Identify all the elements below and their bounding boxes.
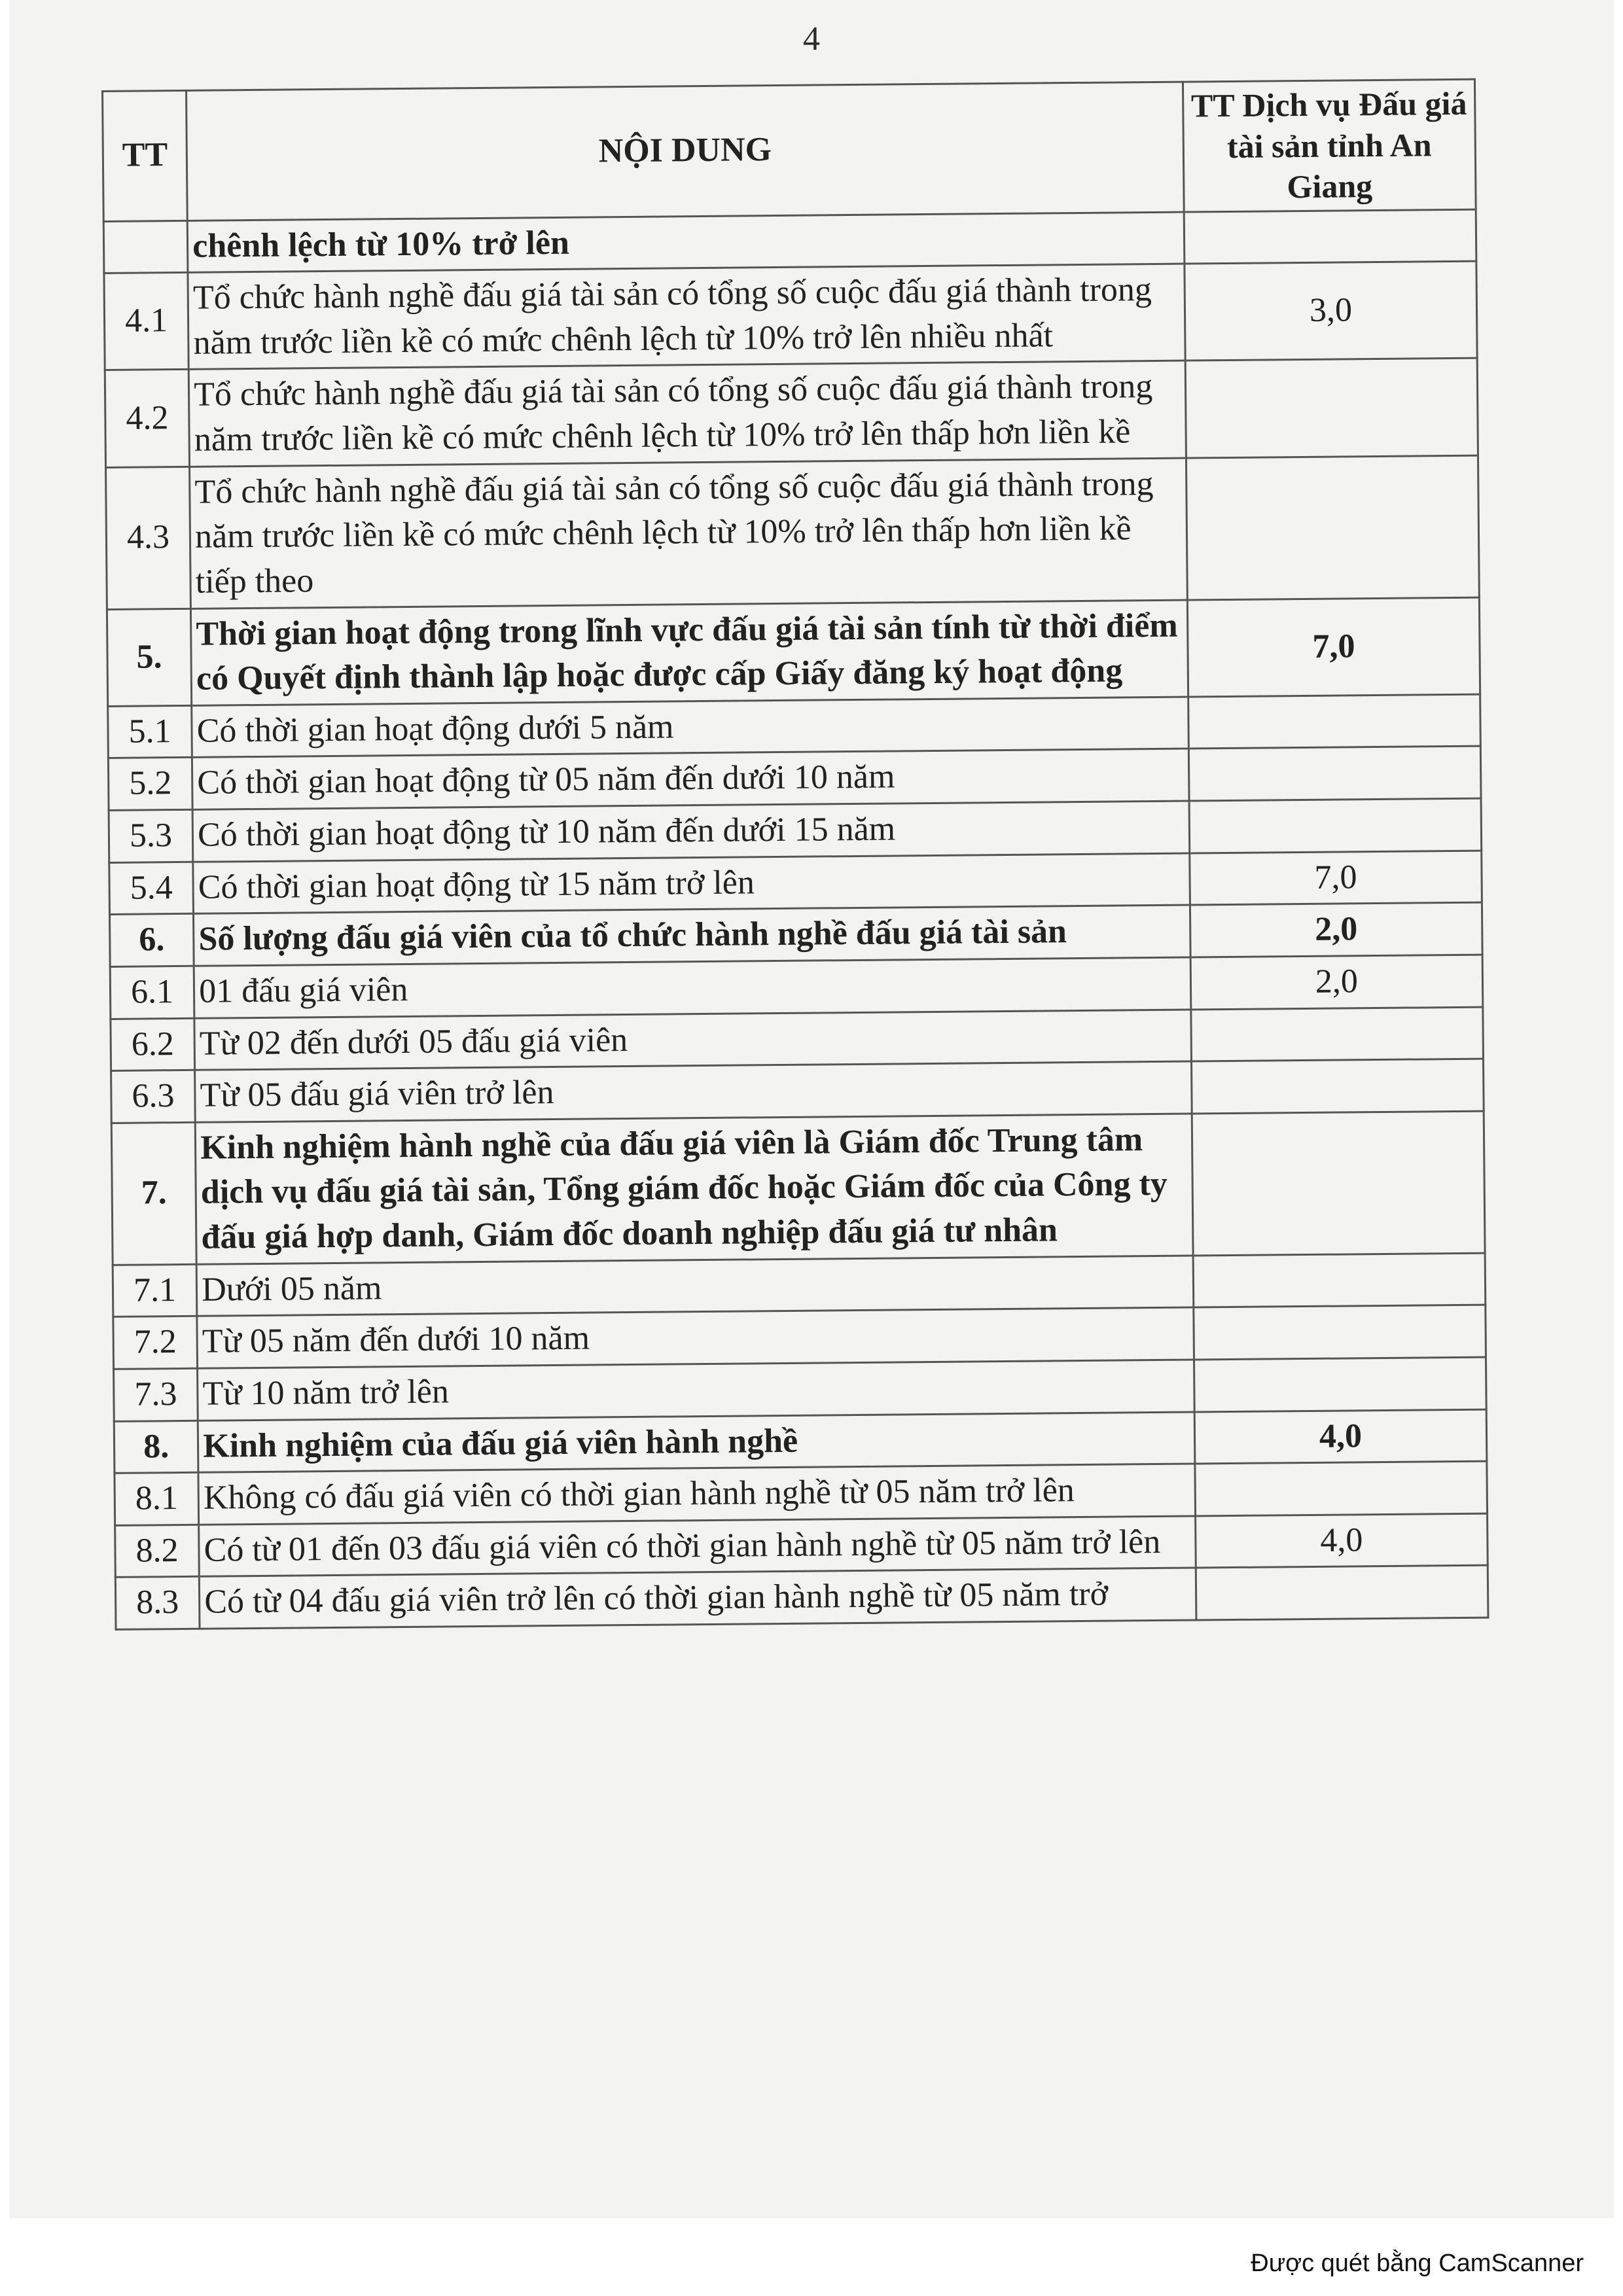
row-content: Từ 02 đến dưới 05 đấu giá viên — [194, 1010, 1191, 1070]
row-value — [1184, 209, 1476, 264]
row-content: 01 đấu giá viên — [194, 957, 1190, 1018]
row-value — [1186, 455, 1479, 600]
row-tt: 7.2 — [113, 1316, 198, 1369]
row-tt: 5. — [107, 609, 191, 706]
row-tt: 8.1 — [115, 1472, 199, 1525]
row-value: 4,0 — [1194, 1409, 1487, 1464]
row-value: 3,0 — [1185, 261, 1477, 361]
row-tt: 4.3 — [106, 467, 191, 609]
header-tt: TT — [103, 90, 188, 221]
scanner-watermark: Được quét bằng CamScanner — [1251, 2250, 1584, 2277]
row-content: Có thời gian hoạt động từ 05 năm đến dưới 10 năm — [192, 749, 1189, 809]
row-value: 2,0 — [1190, 902, 1482, 957]
row-value — [1189, 798, 1482, 853]
row-content: Có thời gian hoạt động từ 15 năm trở lên — [193, 853, 1190, 914]
row-tt: 7.1 — [113, 1264, 197, 1317]
row-tt: 4.2 — [105, 370, 189, 467]
row-value — [1195, 1461, 1488, 1516]
row-tt: 8.3 — [115, 1577, 200, 1630]
row-content: Có từ 04 đấu giá viên trở lên có thời gian hành nghề từ 05 năm trở — [200, 1568, 1196, 1629]
row-content: Từ 05 đấu giá viên trở lên — [195, 1061, 1192, 1122]
row-tt: 6.1 — [110, 966, 194, 1019]
row-content: Có thời gian hoạt động từ 10 năm đến dưới 15 năm — [192, 801, 1189, 862]
row-content: Tổ chức hành nghề đấu giá tài sản có tổng số cuộc đấu giá thành trong năm trước liền kề có mức chênh lệch từ 10% trở lên thấp hơn liền kề tiếp theo — [190, 458, 1188, 609]
row-value — [1196, 1565, 1488, 1620]
table-row — [115, 1565, 1488, 1629]
row-content: Số lượng đấu giá viên của tổ chức hành nghề đấu giá tài sản — [194, 905, 1190, 966]
header-content: NỘI DUNG — [187, 82, 1184, 221]
row-value — [1193, 1253, 1486, 1308]
row-tt: 7. — [111, 1122, 196, 1265]
row-value — [1191, 1059, 1484, 1114]
table-row — [105, 359, 1478, 468]
criteria-table — [101, 79, 1489, 1631]
row-content: Có từ 01 đến 03 đấu giá viên có thời gian hành nghề từ 05 năm trở lên — [199, 1516, 1196, 1577]
row-value: 4,0 — [1195, 1513, 1488, 1568]
row-tt: 5.4 — [109, 862, 194, 915]
row-content: Thời gian hoạt động trong lĩnh vực đấu giá tài sản tính từ thời điểm có Quyết định thành lập hoặc được cấp Giấy đăng ký hoạt động — [191, 600, 1188, 706]
row-value — [1188, 694, 1481, 749]
row-tt — [103, 221, 188, 274]
row-value — [1191, 1007, 1484, 1062]
row-content: Kinh nghiệm hành nghề của đấu giá viên là Giám đốc Trung tâm dịch vụ đấu giá tài sản, Tổng giám đốc hoặc Giám đốc của Công ty đấu giá hợp danh, Giám đốc doanh nghiệp đấu giá tư nhân — [195, 1114, 1193, 1264]
table-row — [107, 597, 1480, 707]
row-value: 7,0 — [1187, 597, 1480, 697]
row-tt: 6. — [109, 914, 194, 967]
row-value: 7,0 — [1190, 851, 1482, 906]
row-content: Dưới 05 năm — [196, 1256, 1193, 1316]
row-content: Từ 05 năm đến dưới 10 năm — [197, 1307, 1194, 1368]
table-body — [103, 209, 1488, 1630]
header-value: TT Dịch vụ Đấu giá tài sản tỉnh An Giang — [1183, 79, 1476, 211]
page-number: 4 — [803, 20, 820, 58]
row-content: Không có đấu giá viên có thời gian hành nghề từ 05 năm trở lên — [198, 1464, 1195, 1525]
row-content: Từ 10 năm trở lên — [198, 1360, 1194, 1421]
row-tt: 4.1 — [104, 272, 188, 370]
table-row — [106, 455, 1480, 609]
table-header-row — [103, 79, 1476, 221]
row-content: Tổ chức hành nghề đấu giá tài sản có tổng số cuộc đấu giá thành trong năm trước liền kề có mức chênh lệch từ 10% trở lên thấp hơn liền kề — [188, 361, 1186, 467]
row-tt: 6.2 — [111, 1018, 195, 1071]
table-row — [111, 1111, 1485, 1265]
row-tt: 5.2 — [108, 758, 192, 811]
row-content: Có thời gian hoạt động dưới 5 năm — [192, 697, 1188, 758]
row-value — [1185, 359, 1478, 458]
row-content: Kinh nghiệm của đấu giá viên hành nghề — [198, 1412, 1194, 1473]
row-tt: 8. — [114, 1421, 198, 1474]
row-value — [1194, 1305, 1486, 1360]
row-tt: 6.3 — [111, 1070, 196, 1123]
row-value — [1192, 1111, 1485, 1256]
row-content: chênh lệch từ 10% trở lên — [187, 212, 1184, 273]
row-tt: 5.1 — [108, 705, 192, 758]
table-row — [104, 261, 1477, 370]
row-value — [1194, 1357, 1486, 1412]
row-tt: 7.3 — [114, 1368, 198, 1421]
row-tt: 8.2 — [115, 1525, 200, 1578]
row-tt: 5.3 — [109, 809, 193, 862]
row-content: Tổ chức hành nghề đấu giá tài sản có tổng số cuộc đấu giá thành trong năm trước liền kề có mức chênh lệch từ 10% trở lên nhiều nhất — [188, 264, 1185, 370]
row-value — [1188, 747, 1481, 802]
row-value: 2,0 — [1190, 955, 1483, 1010]
